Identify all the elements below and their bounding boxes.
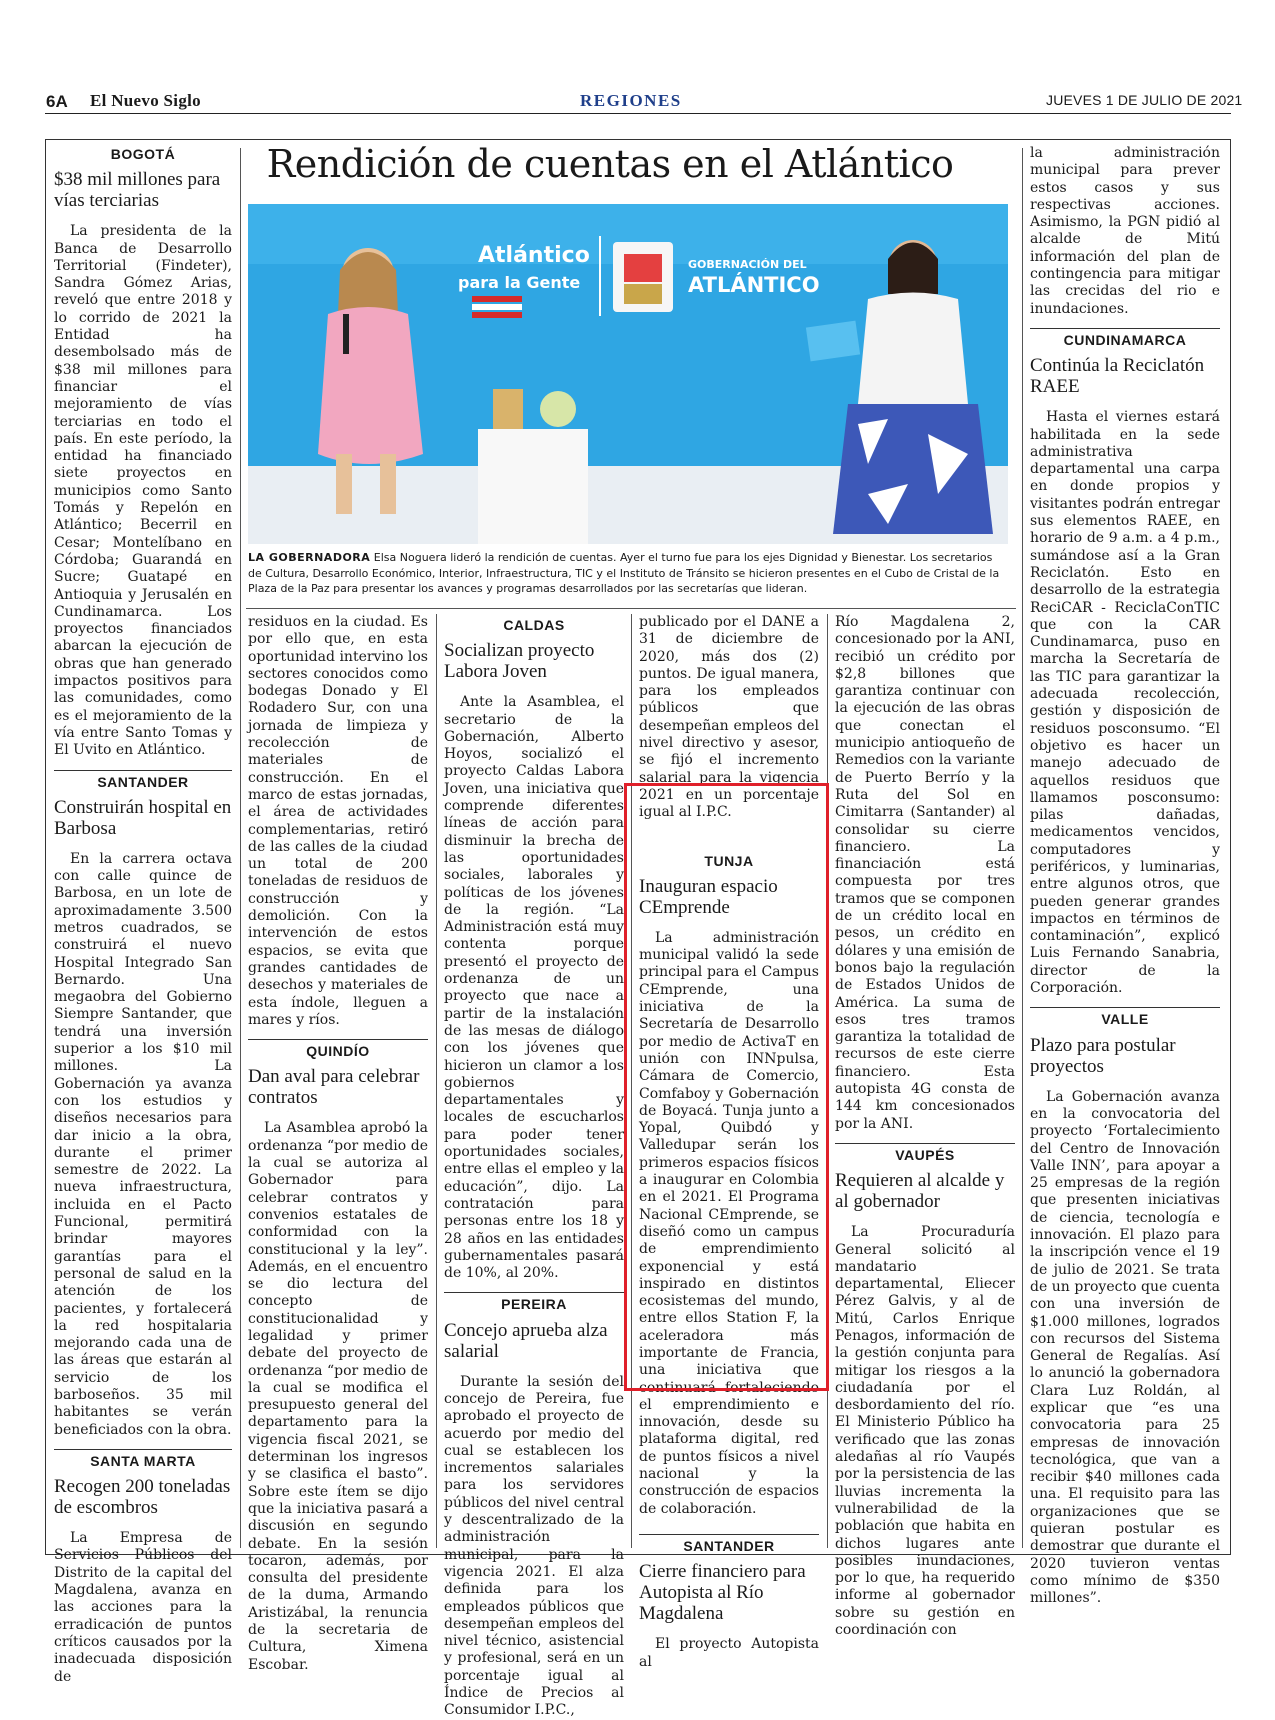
column-6 [1030,145,1220,1608]
label-tunja: TUNJA [704,852,754,869]
column-divider [436,614,437,1548]
column-5 [835,614,1015,1639]
headline-caldas: Socializan proyecto Labora Joven [444,640,595,683]
headline-santander: Construirán hospital en Barbosa [54,796,232,839]
photo-caption [248,550,1008,597]
headline-pereira: Concejo aprueba alza salarial [444,1319,608,1362]
banner-left-line2: para la Gente [458,273,581,292]
feature-photo [248,204,1008,544]
issue-date: JUEVES 1 DE JULIO DE 2021 [1046,92,1243,108]
column-1 [54,143,232,1686]
label-santa-marta: SANTA MARTA [54,1449,232,1470]
body-bogota: La presidenta de la Banca de Desarrollo Territorial (Findeter), Sandra Gómez Arias, reveló que entre 2018 y lo corrido de 2021 la Entidad ha desembolsado más de $38 mil millones para financiar el mejoramiento de vías terciarias en todo el país. En este período, la entidad ha financiado siete proyectos en municipios como Santo Tomás y Repelón en Atlántico; Becerril en Cesar; Montelíbano en Córdoba; Guarandá en Sucre; Guatapé en Antioquia y Jerusalén en Cundinamarca. Los proyectos financiados abarcan la ejecución de obras que han generado impactos positivos para las comunidades, como es el mejoramiento de la vía entre Santo Tomas y El Uvito en Atlántico. [54,223,232,759]
page-number: 6A [46,92,68,111]
column-divider [240,148,241,1548]
banner-right-line2: ATLÁNTICO [688,273,820,297]
headline-valle: Plazo para postular proyectos [1030,1034,1176,1077]
column-divider [1022,148,1023,1548]
masthead-rule [45,113,1231,114]
caption-lead: LA GOBERNADORA [248,551,371,564]
headline-cundinamarca: Continúa la Reciclatón RAEE [1030,355,1205,398]
body-caldas: Ante la Asamblea, el secretario de la Gobernación, Alberto Hoyos, socializó el proyecto Caldas Labora Joven, una iniciativa que comprende diferentes líneas de acción para disminuir la brecha de las oportunidades sociales, laborales y políticas de los jóvenes de la región. “La Administración está muy contenta porque presentó el proyecto de ordenanza de un proyecto que nace a partir de la instalación de las mesas de diálogo con los jóvenes que hicieron un clamor a los gobiernos departamentales y locales de escucharlos para poder tener oportunidades sociales, entre ellas el empleo y la educación”, dijo. La contratación para personas entre los 18 y 28 años en las entidades gubernamentales pasará de 10%, al 20%. [444,694,624,1282]
label-vaupes: VAUPÉS [835,1143,1015,1164]
label-pereira: PEREIRA [444,1292,624,1313]
label-cundinamarca: CUNDINAMARCA [1030,328,1220,349]
body-santander: En la carrera octava con calle quince de Barbosa, en un lote de aproximadamente 3.500 metros cuadrados, se construirá el nuevo Hospital Integrado San Bernardo. Una megaobra del Gobierno Siempre Santander, que tendrá una inversión superior a los $10 mil millones. La Gobernación ya avanza con los estudios y diseños necesarios para dar inicio a la obra, durante el primer semestre de 2022. La nueva infraestructura, incluida en el Pacto Funcional, permitirá brindar mayores garantías para el personal de salud en la atención de los pacientes, y fortalecerá la red hospitalaria mejorando cada una de las áreas que estarán al servicio de los barboseños. 35 mil habitantes se verán beneficiados con la obra. [54,850,232,1438]
label-caldas: CALDAS [503,617,565,633]
body-valle: La Gobernación avanza en la convocatoria del proyecto ‘Fortalecimiento del Centro de Innovación Valle INN’, para apoyar a 25 empresas de la región que presenten iniciativas de ciencia, tecnología e innovación. El plazo para la inscripción vence el 19 de julio de 2021. Se trata de un proyecto que cuenta con una inversión de $1.000 millones, logrados con recursos del Sistema General de Regalías. Así lo anunció la gobernadora Clara Luz Roldán, al explicar que “es una convocatoria para 25 empresas de innovación tecnológica, que van a recibir $40 millones cada una. El requisito para las organizaciones que se quieran postular es demostrar que durante el 2020 tuvieron ventas como mínimo de $350 millones”. [1030,1088,1220,1607]
label-santander-2: SANTANDER [639,1534,819,1555]
body-santa-marta-a: La Empresa de Servicios Públicos del Distrito de la capital del Magdalena, avanza en las acciones para la erradicación de puntos críticos causados por la inadecuada disposición de [54,1530,232,1685]
label-valle: VALLE [1030,1007,1220,1028]
label-bogota: BOGOTÁ [110,146,176,162]
body-quindio: La Asamblea aprobó la ordenanza “por medio de la cual se autoriza al Gobernador para celebrar contratos y convenios estatales de conformidad con la constitucional y la ley”. Además, en el encuentro se dio lectura del concepto de constitucionalidad y legalidad y primer debate del proyecto de ordenanza “por medio de la cual se modifica el presupuesto general del departamento para la vigencia fiscal 2021, se determinan los ingresos y se clasifica el basto”. Sobre este ítem se dijo que la iniciativa pasará a discusión en segundo debate. En la sesión tocaron, además, por consulta del presidente de la duma, Armando Aristizábal, la renuncia de la secretaria de Cultura, Ximena Escobar. [248,1120,428,1673]
newspaper-name: El Nuevo Siglo [90,91,201,110]
body-vaupes-b: la administración municipal para prever estos casos y sus respectivas acciones. Asimismo, la PGN pidió al alcalde de Mitú información del plan de contingencia para mitigar las crecidas del rio e inundaciones. [1030,145,1220,317]
body-santander-2-b: Río Magdalena 2, concesionado por la ANI, recibió un crédito por $2,8 billones que garantiza continuar con la ejecución de las obras que conectan el municipio antioqueño de Remedios con la variante de Puerto Berrío y la Ruta del Sol en Cimitarra (Santander) al consolidar su cierre financiero. La financiación está compuesta por tres tramos que se componen de un crédito local en pesos, un crédito en dólares y una emisión de bonos bajo la regulación de Estados Unidos de América. La suma de esos tres tramos garantiza la totalidad de recursos de este cierre financiero. Esta autopista 4G consta de 144 km concesionados por la ANI. [835,614,1015,1132]
headline-vaupes: Requieren al alcalde y al gobernador [835,1170,1005,1213]
feature-bottom-rule [246,608,1016,609]
headline-santander-2: Cierre financiero para Autopista al Río Magdalena [639,1561,806,1625]
headline-tunja: Inauguran espacio CEmprende [639,875,778,918]
body-pereira-b: publicado por el DANE a 31 de diciembre de 2020, más dos (2) puntos. De igual manera, para los empleados públicos que desempeñan empleos del nivel directivo y asesor, se fijó el incremento salarial para la vigencia 2021 en un porcentaje igual al I.P.C. [639,614,819,821]
headline-santa-marta: Recogen 200 toneladas de escombros [54,1476,231,1519]
headline-quindio: Dan aval para celebrar contratos [248,1066,420,1109]
column-2 [248,614,428,1674]
banner-right-line1: GOBERNACIÓN DEL [688,258,807,271]
headline-bogota: $38 mil millones para vías terciarias [54,169,221,212]
section-name: REGIONES [580,91,682,110]
body-santander-2-a: El proyecto Autopista al [639,1636,819,1670]
body-tunja: La administración municipal validó la sede principal para el Campus CEmprende, una iniciativa de la Secretaría de Desarrollo por medio de ActivaT en unión con INNpulsa, Cámara de Comercio, Comfaboy y Gobernación de Boyacá. Tunja junto a Yopal, Quibdó y Valledupar serán los primeros espacios físicos a inaugurar en Colombia en el 2021. El Programa Nacional CEmprende, se diseñó como un campus de emprendimiento exponencial y está inspirado en distintos ecosistemas del mundo, entre ellos Station F, la aceleradora más importante de Francia, una iniciativa que continuará fortaleciendo el emprendimiento e innovación, desde su plataforma digital, red de puntos físicos a nivel nacional y la construcción de espacios de colaboración. [639,929,819,1517]
body-vaupes-a: La Procuraduría General solicitó al mandatario departamental, Eliecer Pérez Galvis, y al de Mitú, Carlos Enrique Penagos, información de la gestión conjunta para mitigar los riesgos a la ciudadanía por el desbordamiento del río. El Ministerio Público ha verificado que las zonas aledañas al río Vaupés por la persistencia de las lluvias incrementa la vulnerabilidad de la población que habita en dichos lugares ante posibles inundaciones, por lo que, ha requerido informe al gobernador sobre su gestión en coordinación con [835,1224,1015,1639]
photo-illustration [248,204,1008,544]
column-3 [444,614,624,1720]
label-quindio: QUINDÍO [248,1039,428,1060]
tunja-highlight-box [624,783,829,1391]
banner-left-line1: Atlántico [478,243,590,268]
body-cundinamarca: Hasta el viernes estará habilitada en la sede administrativa departamental una carpa en donde propios y visitantes podrán entregar sus elementos RAEE, en horario de 9 a.m. a 4 p.m., sumándose así a la Gran Reciclatón. Esto en desarrollo de la estrategia ReciCAR - ReciclaConTIC que con la CAR Cundinamarca, puso en marcha la Secretaría de las TIC para garantizar la adecuada recolección, gestión y disposición de residuos posconsumo. “El objetivo es hacer un manejo adecuado de aquellos residuos que llamamos posconsumo: pilas dañadas, medicamentos vencidos, computadores y periféricos, y luminarias, entre algunos otros, que pueden generar grandes impactos en términos de contaminación”, explicó Luis Fernando Sanabria, director de la Corporación. [1030,409,1220,997]
feature-title: Rendición de cuentas en el Atlántico [266,142,954,186]
caption-text: Elsa Noguera lideró la rendición de cuentas. Ayer el turno fue para los ejes Dignidad y Bienestar. Los secretarios de Cultura, Desarrollo Económico, Interior, Infraestructura, TIC y el Instituto de Tránsito se hicieron presentes en el Cubo de Cristal de la Plaza de la Paz para presentar los avances y programas desarrollados por las secretarías que lideran. [248,551,1000,595]
body-pereira-a: Durante la sesión del concejo de Pereira, fue aprobado el proyecto de acuerdo por medio del cual se establecen los incrementos salariales para los servidores públicos del nivel central y descentralizado de la administración municipal, para la vigencia 2021. El alza definida para los empleados públicos que desempeñan empleos del nivel técnico, asistencial y profesional, será en un porcentaje igual al Índice de Precios al Consumidor I.P.C., [444,1373,624,1719]
body-santa-marta-b: residuos en la ciudad. Es por ello que, en esta oportunidad intervino los sectores conocidos como bodegas Donado y El Rodadero Sur, con una jornada de limpieza y recolección de materiales de construcción. En el marco de estas jornadas, el área de actividades complementarias, retiró de las calles de la ciudad un total de 200 toneladas de residuos de construcción y demolición. Con la intervención de estos espacios, se evita que grandes cantidades de desechos y materiales de esta índole, lleguen a mares y ríos. [248,614,428,1028]
label-santander: SANTANDER [54,770,232,791]
